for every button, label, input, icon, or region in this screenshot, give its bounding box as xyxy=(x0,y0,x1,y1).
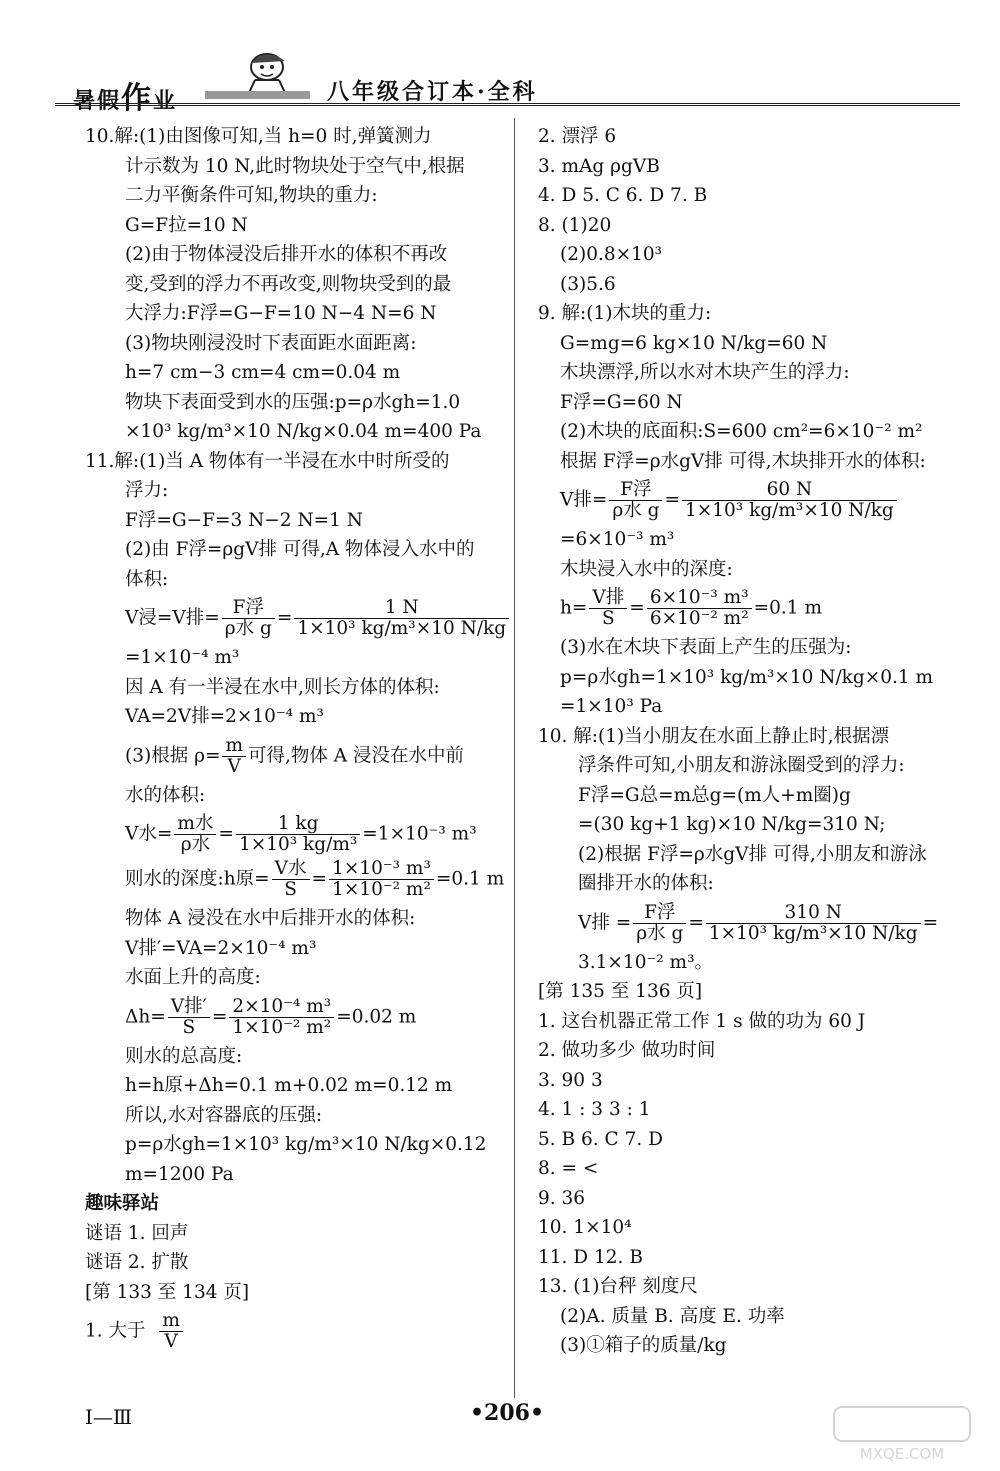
answer-line: F浮=G总=m总g=(m人+m圈)g xyxy=(578,784,851,806)
answer-line: 3. 90 3 xyxy=(538,1069,603,1091)
denominator: ρ水 g xyxy=(612,500,660,521)
answer-line: =6×10⁻³ m³ xyxy=(560,529,675,550)
formula-lhs: V排 = xyxy=(578,912,632,933)
answer-line: 9. 36 xyxy=(538,1187,586,1209)
answer-line: (3)①箱子的质量/kg xyxy=(560,1335,727,1356)
answer-line: 10.解:(1)由图像可知,当 h=0 时,弹簧测力 xyxy=(85,126,432,147)
fraction xyxy=(647,588,752,629)
fraction xyxy=(329,859,434,900)
formula-rhs: =1×10⁻³ m³ xyxy=(362,823,477,845)
formula-text: (3)根据 ρ= xyxy=(125,745,221,766)
denominator: S xyxy=(284,879,297,900)
formula-lhs: V排= xyxy=(560,489,608,511)
numerator: 310 N xyxy=(706,903,921,924)
answer-line: 11. D 12. B xyxy=(538,1246,643,1268)
answer-line: m=1200 Pa xyxy=(125,1163,234,1185)
formula-text: 可得,物体 A 浸没在水中前 xyxy=(248,745,465,766)
denominator: S xyxy=(602,608,615,629)
volume-label: Ⅰ—Ⅲ xyxy=(85,1405,133,1429)
numerator: F浮 xyxy=(222,598,275,619)
fraction xyxy=(229,997,334,1038)
answer-line: 木块漂浮,所以水对木块产生的浮力: xyxy=(560,362,850,383)
answer-line: =(30 kg+1 kg)×10 N/kg=310 N; xyxy=(578,814,886,835)
answer-line: 谜语 2. 扩散 xyxy=(85,1252,189,1273)
numerator: m水 xyxy=(174,814,216,835)
numerator: 1 N xyxy=(294,598,509,619)
answer-line: 8. (1)20 xyxy=(538,214,612,236)
answer-line: 10. 1×10⁴ xyxy=(538,1217,632,1238)
mascot-logo-icon xyxy=(205,45,315,101)
header-title: 八年级合订本·全科 xyxy=(327,79,538,105)
formula-rhs: =0.1 m xyxy=(753,597,823,619)
right-column xyxy=(538,122,968,1361)
answer-line: 物体 A 浸没在水中后排开水的体积: xyxy=(125,908,416,929)
answer-line: VA=2V排=2×10⁻⁴ m³ xyxy=(125,706,324,727)
answer-line: G=F拉=10 N xyxy=(125,214,248,236)
answer-line: 5. B 6. C 7. D xyxy=(538,1128,663,1150)
brand-part-c: 业 xyxy=(153,88,178,114)
answer-line: p=ρ水gh=1×10³ kg/m³×10 N/kg×0.1 m xyxy=(560,666,934,688)
denominator: ρ水 g xyxy=(636,922,684,944)
numerator: 2×10⁻⁴ m³ xyxy=(229,997,334,1018)
answer-line: (2)由于物体浸没后排开水的体积不再改 xyxy=(125,244,448,265)
denominator: ρ水 xyxy=(180,834,211,855)
watermark-text: MXQE.COM xyxy=(859,1445,945,1463)
fraction xyxy=(236,814,360,855)
formula-line xyxy=(85,598,505,639)
answer-line: 物块下表面受到水的压强:p=ρ水gh=1.0 xyxy=(125,391,461,413)
answer-line: 木块浸入水中的深度: xyxy=(560,558,733,580)
answer-line: (3)5.6 xyxy=(560,273,616,295)
answer-line: 所以,水对容器底的压强: xyxy=(125,1104,323,1126)
answer-line: F浮=G−F=3 N−2 N=1 N xyxy=(125,509,363,531)
numerator: 1 kg xyxy=(236,814,360,835)
denominator: ρ水 g xyxy=(224,618,272,639)
fraction xyxy=(294,598,509,639)
answer-line: (3)水在木块下表面上产生的压强为: xyxy=(560,637,852,658)
fraction xyxy=(706,903,921,944)
answer-line: 计示数为 10 N,此时物块处于空气中,根据 xyxy=(125,155,465,177)
formula-lhs: V水= xyxy=(125,823,173,845)
answer-line: (2)A. 质量 B. 高度 E. 功率 xyxy=(560,1305,785,1327)
formula-line: h= $\frac{\text{V排}}{S}$ = $\frac{\text{6×10⁻³ m³}}{\text{6×10⁻² m²}}$ =0.1 m xyxy=(560,587,823,629)
answer-line: (2)0.8×10³ xyxy=(560,244,663,265)
formula-line xyxy=(85,736,505,777)
denominator: 1×10³ kg/m³×10 N/kg xyxy=(708,922,918,944)
denominator: 6×10⁻² m² xyxy=(649,608,749,629)
answer-line: 8. = < xyxy=(538,1158,599,1179)
fraction xyxy=(159,1311,183,1352)
answer-line: 根据 F浮=ρ水gV排 可得,木块排开水的体积: xyxy=(560,450,926,472)
column-divider xyxy=(514,118,515,1398)
formula-text: 1. 大于 xyxy=(85,1320,146,1342)
answer-line: 10. 解:(1)当小朋友在水面上静止时,根据漂 xyxy=(538,725,890,747)
left-column xyxy=(85,122,505,1356)
numerator: F浮 xyxy=(633,903,686,924)
answer-line: 2. 做功多少 做功时间 xyxy=(538,1040,716,1061)
numerator: V水 xyxy=(272,859,310,880)
answer-line: =1×10³ Pa xyxy=(560,696,663,717)
formula-line: V排 = $\frac{\text{F浮}}{\text{ρ水 g}}$ = $\frac{310 N}{\text{1×10³ kg/m³×10 N/kg}}$ = xyxy=(578,901,939,944)
answer-line: 4. D 5. C 6. D 7. B xyxy=(538,185,708,206)
answer-line: 浮力: xyxy=(125,480,169,501)
numerator: V排 xyxy=(589,588,627,609)
equals-sign: = xyxy=(276,607,293,629)
answer-line: 圈排开水的体积: xyxy=(578,873,714,894)
answer-line: (3)物块刚浸没时下表面距水面距离: xyxy=(125,332,417,354)
formula-line: Δh= $\frac{\text{V排′}}{S}$ = $\frac{\text{2×10⁻⁴ m³}}{\text{1×10⁻² m²}}$ =0.02 m xyxy=(125,995,417,1038)
answer-line: h=h原+Δh=0.1 m+0.02 m=0.12 m xyxy=(125,1075,453,1096)
numerator: 60 N xyxy=(682,480,897,501)
formula-line: V水= $\frac{\text{m水}}{\text{ρ水}}$ = $\frac{1 kg}{\text{1×10³ kg/m³}}$ =1×10⁻³ m³ xyxy=(125,813,477,855)
formula-line: 则水的深度:h原= $\frac{\text{V水}}{S}$ = $\frac{\text{1×10⁻³ m³}}{\text{1×10⁻² m²}}$ =0.1 m xyxy=(125,858,505,900)
fraction xyxy=(168,997,210,1038)
numerator: m xyxy=(159,1311,183,1332)
formula-lhs: 则水的深度:h原= xyxy=(125,868,270,890)
fraction xyxy=(633,903,686,944)
fraction xyxy=(609,480,662,521)
brand-part-b: 作 xyxy=(121,81,154,116)
answer-line: 谜语 1. 回声 xyxy=(85,1222,189,1244)
formula-rhs: = xyxy=(922,912,939,933)
numerator: m xyxy=(222,736,246,757)
fraction xyxy=(682,480,897,521)
answer-line: 变,受到的浮力不再改变,则物块受到的最 xyxy=(125,273,452,295)
numerator: 1×10⁻³ m³ xyxy=(329,859,434,880)
answer-line: 体积: xyxy=(125,568,169,590)
answer-line: =1×10⁻⁴ m³ xyxy=(125,647,240,668)
formula-line xyxy=(85,1311,505,1352)
header-rule xyxy=(55,103,960,106)
answer-line: G=mg=6 kg×10 N/kg=60 N xyxy=(560,332,828,354)
answer-line: 二力平衡条件可知,物块的重力: xyxy=(125,185,378,206)
answer-line: 3.1×10⁻² m³。 xyxy=(578,951,713,973)
answer-line: 大浮力:F浮=G−F=10 N−4 N=6 N xyxy=(125,303,437,324)
answer-line: F浮=G=60 N xyxy=(560,391,683,413)
fraction xyxy=(272,859,310,900)
section-heading: 趣味驿站 xyxy=(85,1193,160,1214)
denominator: 1×10³ kg/m³ xyxy=(238,834,358,855)
fraction xyxy=(222,598,275,639)
answer-line: p=ρ水gh=1×10³ kg/m³×10 N/kg×0.12 xyxy=(125,1134,487,1155)
denominator: V xyxy=(227,755,241,777)
denominator: V xyxy=(164,1331,178,1352)
fraction xyxy=(589,588,627,629)
denominator: S xyxy=(182,1016,196,1038)
answer-line: 1. 这台机器正常工作 1 s 做的功为 60 J xyxy=(538,1010,866,1032)
formula-line: V排= $\frac{\text{F浮}}{\text{ρ水 g}}$ = $\frac{60 N}{\text{1×10³ kg/m³×10 N/kg}}$ xyxy=(538,480,968,521)
answer-line: 3. mAg ρgVB xyxy=(538,155,660,177)
fraction xyxy=(222,736,246,777)
formula-rhs: =0.02 m xyxy=(336,1006,417,1027)
answer-line: 9. 解:(1)木块的重力: xyxy=(538,303,712,324)
formula-lhs: Δh= xyxy=(125,1006,166,1027)
answer-line: (2)根据 F浮=ρ水gV排 可得,小朋友和游泳 xyxy=(578,843,927,865)
denominator: 1×10⁻² m² xyxy=(232,1016,332,1038)
denominator: 1×10⁻² m² xyxy=(332,879,431,900)
answer-line: 水的体积: xyxy=(125,784,206,806)
answer-line: h=7 cm−3 cm=4 cm=0.04 m xyxy=(125,362,401,383)
brand-part-a: 暑假 xyxy=(73,88,122,114)
formula-lhs: h= xyxy=(560,597,588,619)
answer-line: 13. (1)台秤 刻度尺 xyxy=(538,1276,698,1297)
brand-title xyxy=(73,73,177,117)
answer-line: 4. 1 : 3 3 : 1 xyxy=(538,1099,651,1120)
page-range-heading: [第 135 至 136 页] xyxy=(538,981,703,1002)
answer-line: 2. 漂浮 6 xyxy=(538,126,617,147)
answer-line: 因 A 有一半浸在水中,则长方体的体积: xyxy=(125,676,440,698)
denominator: 1×10³ kg/m³×10 N/kg xyxy=(685,500,894,521)
fraction xyxy=(174,814,216,855)
numerator: F浮 xyxy=(609,480,662,501)
page-range-heading: [第 133 至 134 页] xyxy=(85,1281,250,1303)
numerator: 6×10⁻³ m³ xyxy=(647,588,752,609)
answer-line: V排′=VA=2×10⁻⁴ m³ xyxy=(125,937,317,959)
page-number: •206• xyxy=(470,1400,545,1426)
answer-line: (2)木块的底面积:S=600 cm²=6×10⁻² m² xyxy=(560,421,923,442)
denominator: 1×10³ kg/m³×10 N/kg xyxy=(297,618,507,639)
page-header xyxy=(55,35,960,116)
answer-line: ×10³ kg/m³×10 N/kg×0.04 m=400 Pa xyxy=(125,421,482,442)
numerator: V排′ xyxy=(168,997,210,1018)
watermark-logo-icon xyxy=(832,1405,972,1463)
answer-line: 浮条件可知,小朋友和游泳圈受到的浮力: xyxy=(578,755,905,776)
answer-line: 则水的总高度: xyxy=(125,1045,243,1067)
formula-lhs: V浸=V排= xyxy=(125,607,220,629)
formula-rhs: =0.1 m xyxy=(435,868,505,890)
answer-line: 11.解:(1)当 A 物体有一半浸在水中时所受的 xyxy=(85,450,450,472)
answer-line: (2)由 F浮=ρgV排 可得,A 物体浸入水中的 xyxy=(125,539,475,560)
answer-line: 水面上升的高度: xyxy=(125,967,261,988)
